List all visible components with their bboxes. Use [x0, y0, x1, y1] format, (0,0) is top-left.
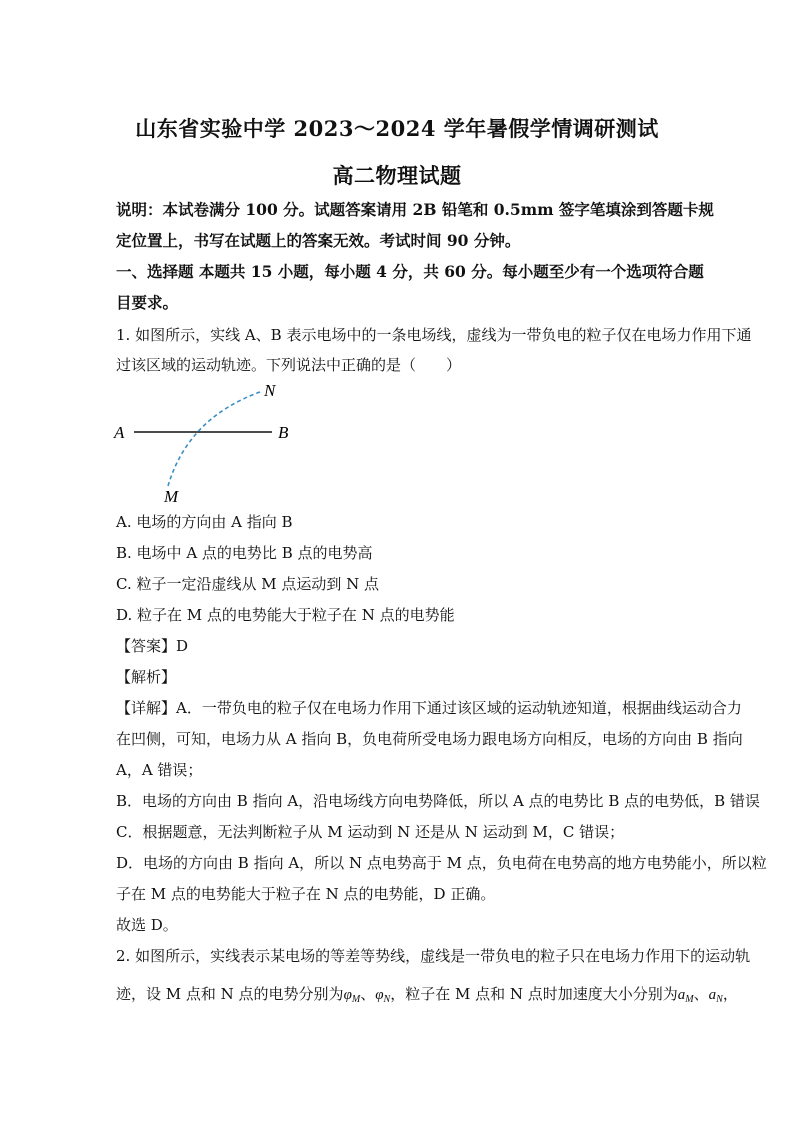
section-heading-line-2: 目要求。: [116, 293, 179, 312]
q1-analysis-heading: 【解析】: [116, 668, 177, 686]
instructions-line-2: 定位置上，书写在试题上的答案无效。考试时间 90 分钟。: [116, 231, 521, 250]
q2-text: ，粒子在 M 点和 N 点时加速度大小分别为: [390, 985, 678, 1003]
q2-text: 迹，设 M 点和 N 点的电势分别为: [116, 985, 344, 1003]
q1-answer: 【答案】D: [116, 637, 189, 655]
exam-subtitle: 高二物理试题: [332, 163, 462, 188]
subscript-n: N: [383, 994, 391, 1005]
q1-option-d: D. 粒子在 M 点的电势能大于粒子在 N 点的电势能: [116, 606, 455, 624]
separator: 、: [360, 985, 376, 1003]
section-heading-line-1: 一、选择题 本题共 15 小题，每小题 4 分，共 60 分。每小题至少有一个选项符合题: [116, 262, 704, 281]
acceleration-symbol: a: [677, 987, 686, 1003]
label-a: A: [114, 423, 125, 442]
q1-option-b: B. 电场中 A 点的电势比 B 点的电势高: [116, 544, 373, 562]
q1-field-line-figure: [100, 374, 320, 514]
subscript-n: N: [716, 994, 723, 1005]
q1-conclusion: 故选 D。: [116, 916, 178, 934]
phi-symbol: φ: [343, 987, 352, 1003]
q1-stem-line-1: 1. 如图所示，实线 A、B 表示电场中的一条电场线，虚线为一带负电的粒子仅在电场力作用下通: [116, 326, 752, 344]
subscript-m: M: [351, 994, 361, 1005]
phi-symbol: φ: [375, 987, 384, 1003]
q2-stem-line-1: 2. 如图所示，实线表示某电场的等差等势线，虚线是一带负电的粒子只在电场力作用下的运动轨: [116, 947, 751, 965]
q1-option-c: C. 粒子一定沿虚线从 M 点运动到 N 点: [116, 575, 380, 593]
q1-explanation-line: C．根据题意，无法判断粒子从 M 运动到 N 还是从 N 运动到 M，C 错误；: [116, 823, 625, 841]
q1-explanation-line: A，A 错误；: [116, 761, 203, 779]
q1-explanation-line: 子在 M 点的电势能大于粒子在 N 点的电势能，D 正确。: [116, 885, 496, 903]
q2-stem-line-2: [116, 984, 738, 1010]
q1-explanation-line: B．电场的方向由 B 指向 A，沿电场线方向电势降低，所以 A 点的电势比 B 点的电势低，B 错误: [116, 792, 760, 810]
q1-explanation-line: 在凹侧，可知，电场力从 A 指向 B，负电荷所受电场力跟电场方向相反，电场的方向由 B 指向: [116, 730, 743, 748]
separator: 、: [693, 985, 709, 1003]
exam-title: 山东省实验中学 2023～2024 学年暑假学情调研测试: [135, 116, 659, 141]
q1-explanation-line: 【详解】A．一带负电的粒子仅在电场力作用下通过该区域的运动轨迹知道，根据曲线运动合力: [116, 699, 742, 717]
q1-option-a: A. 电场的方向由 A 指向 B: [116, 513, 293, 531]
label-m: M: [164, 487, 179, 506]
subscript-m: M: [685, 994, 694, 1005]
q1-stem-line-2: 过该区域的运动轨迹。下列说法中正确的是（ ）: [116, 356, 462, 374]
label-b: B: [278, 423, 289, 442]
q2-line-end: ，: [722, 985, 738, 1003]
particle-trajectory: [168, 392, 260, 486]
acceleration-symbol: a: [708, 987, 717, 1003]
q1-explanation-line: D．电场的方向由 B 指向 A，所以 N 点电势高于 M 点，负电荷在电势高的地方电势能小，所以粒: [116, 854, 767, 872]
label-n: N: [264, 381, 276, 400]
instructions-line-1: 说明：本试卷满分 100 分。试题答案请用 2B 铅笔和 0.5mm 签字笔填涂到答题卡规: [116, 200, 714, 219]
